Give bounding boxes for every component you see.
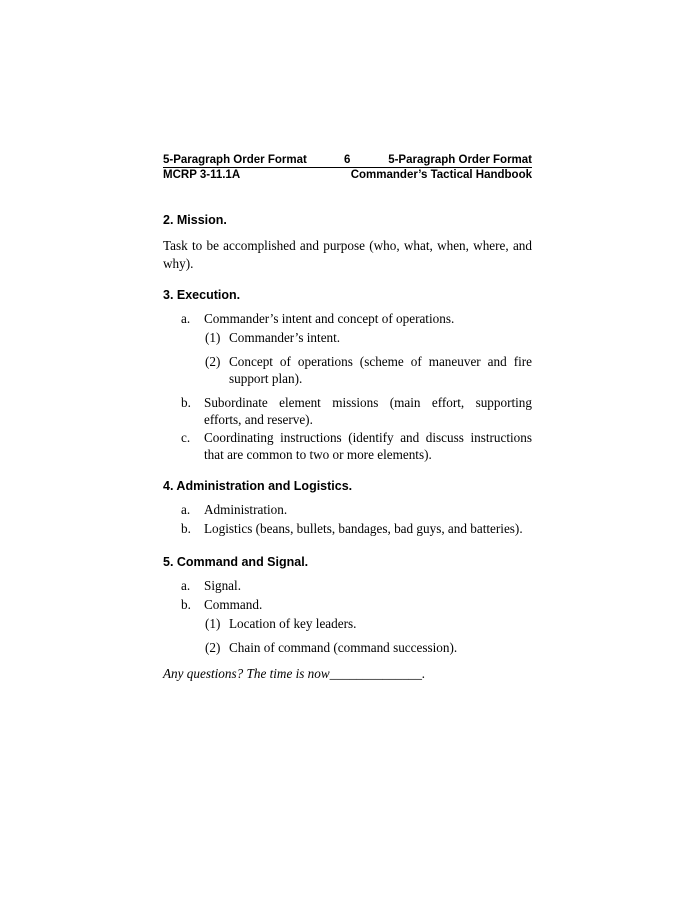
execution-item-a <box>181 311 532 328</box>
command-heading: 5. Command and Signal. <box>163 555 309 569</box>
item-text: Commander’s intent and concept of operations. <box>204 311 455 326</box>
item-label: c. <box>181 430 191 445</box>
page-number: 6 <box>344 154 351 166</box>
mission-heading: 2. Mission. <box>163 213 227 227</box>
mission-text: Task to be accomplished and purpose (who, what, when, where, and why). <box>163 238 532 271</box>
item-label: b. <box>181 597 191 612</box>
admin-heading: 4. Administration and Logistics. <box>163 479 353 493</box>
command-item-b2 <box>205 640 532 657</box>
item-label: a. <box>181 311 191 326</box>
item-text: Chain of command (command succession). <box>229 640 458 655</box>
execution-item-a2 <box>205 354 532 387</box>
closing-line: Any questions? The time is now______________. <box>163 666 426 681</box>
item-label: (1) <box>205 616 221 631</box>
admin-item-b <box>181 521 532 538</box>
item-label: b. <box>181 521 191 536</box>
command-item-a <box>181 578 532 595</box>
item-text: Coordinating instructions (identify and discuss instructions that are common to two or more elements). <box>204 430 532 462</box>
handbook-title: Commander’s Tactical Handbook <box>350 169 532 181</box>
item-text: Administration. <box>204 502 288 517</box>
execution-item-c <box>181 430 532 463</box>
admin-item-a <box>181 502 532 519</box>
item-text: Commander’s intent. <box>229 330 341 345</box>
item-text: Logistics (beans, bullets, bandages, bad guys, and batteries). <box>204 521 523 536</box>
item-label: a. <box>181 502 191 517</box>
running-header-top <box>163 153 532 167</box>
header-right-title: 5-Paragraph Order Format <box>388 154 532 166</box>
running-header-bottom <box>163 168 532 182</box>
item-text: Signal. <box>204 578 241 593</box>
publication-id: MCRP 3-11.1A <box>163 169 241 181</box>
document-page <box>163 153 532 681</box>
item-label: b. <box>181 395 191 410</box>
item-label: (1) <box>205 330 221 345</box>
item-label: (2) <box>205 354 221 369</box>
item-text: Subordinate element missions (main effort, supporting efforts, and reserve). <box>204 395 532 427</box>
execution-heading: 3. Execution. <box>163 288 241 302</box>
item-label: a. <box>181 578 191 593</box>
execution-item-a1 <box>205 330 532 347</box>
item-text: Concept of operations (scheme of maneuver and fire support plan). <box>229 354 532 386</box>
command-item-b1 <box>205 616 532 633</box>
item-label: (2) <box>205 640 221 655</box>
command-item-b <box>181 597 532 614</box>
header-left-title: 5-Paragraph Order Format <box>163 154 307 166</box>
execution-item-b <box>181 395 532 428</box>
item-text: Command. <box>204 597 263 612</box>
item-text: Location of key leaders. <box>229 616 357 631</box>
